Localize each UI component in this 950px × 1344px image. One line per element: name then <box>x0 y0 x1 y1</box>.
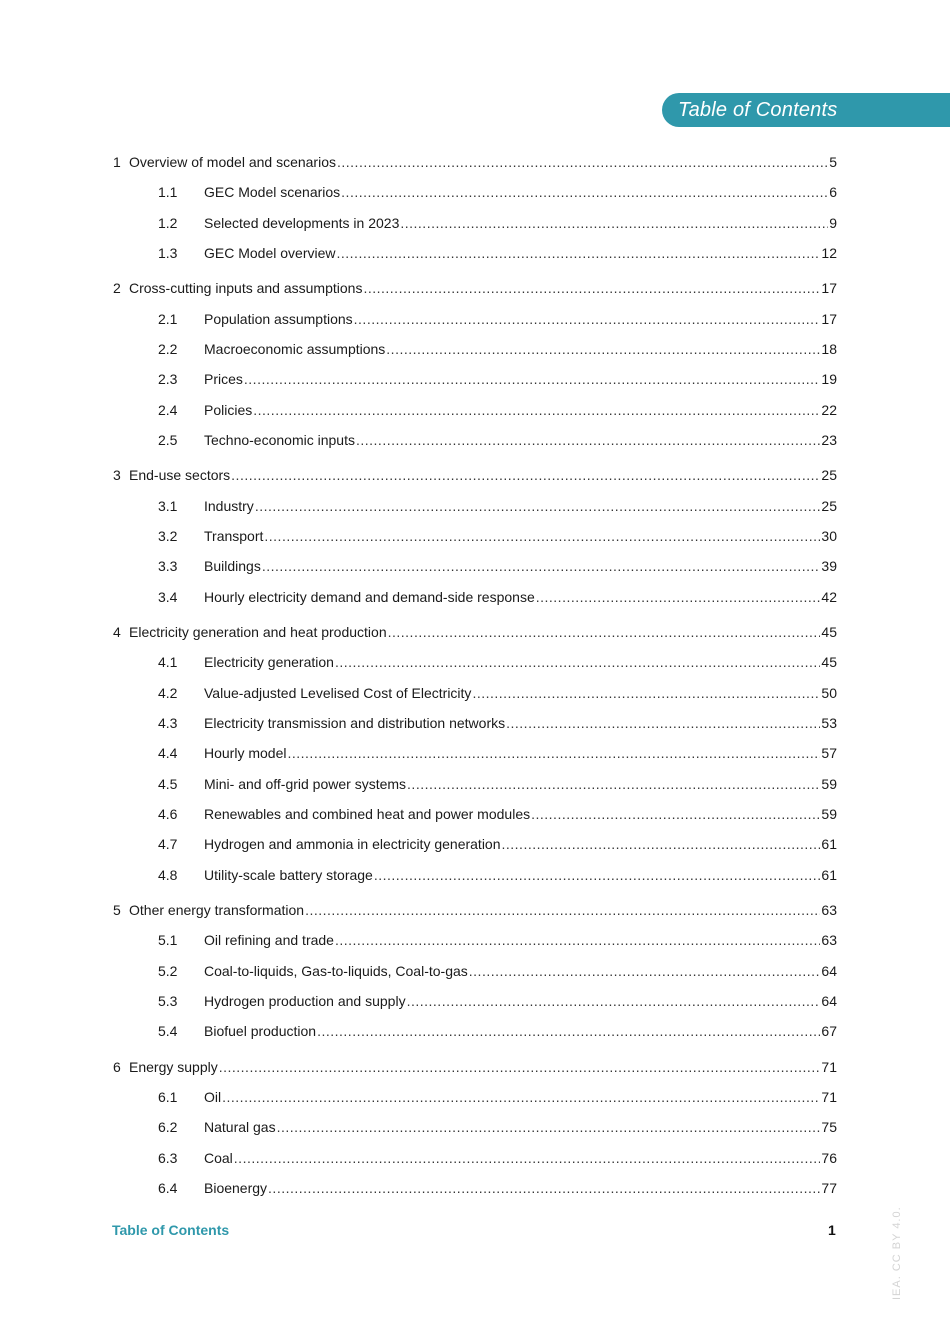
toc-section-entry[interactable] <box>0 430 950 450</box>
toc-entry-page: 61 <box>821 867 837 883</box>
toc-entry-row <box>204 496 837 516</box>
toc-dot-leader <box>234 1148 821 1168</box>
toc-entry-title: Hydrogen production and supply <box>204 993 406 1009</box>
toc-entry-page: 59 <box>821 776 837 792</box>
toc-entry-number: 4.5 <box>158 776 178 792</box>
toc-entry-number: 4.4 <box>158 745 178 761</box>
toc-entry-page: 64 <box>821 963 837 979</box>
toc-entry-page: 64 <box>821 993 837 1009</box>
toc-entry-row <box>129 900 837 920</box>
toc-chapter-entry[interactable] <box>0 1057 950 1077</box>
toc-entry-title: Buildings <box>204 558 261 574</box>
toc-entry-row <box>204 587 837 607</box>
toc-entry-title: Value-adjusted Levelised Cost of Electricity <box>204 685 472 701</box>
toc-entry-page: 57 <box>821 745 837 761</box>
toc-dot-leader <box>231 465 820 485</box>
toc-entry-title: Macroeconomic assumptions <box>204 341 386 357</box>
toc-chapter-entry[interactable] <box>0 900 950 920</box>
toc-entry-title: End-use sectors <box>129 467 231 483</box>
toc-entry-row <box>204 961 837 981</box>
toc-section-entry[interactable] <box>0 713 950 733</box>
toc-section-entry[interactable] <box>0 1148 950 1168</box>
toc-entry-number: 4 <box>113 624 121 640</box>
toc-section-entry[interactable] <box>0 834 950 854</box>
toc-entry-page: 5 <box>829 154 837 170</box>
toc-entry-page: 45 <box>821 624 837 640</box>
toc-section-entry[interactable] <box>0 683 950 703</box>
toc-entry-row <box>204 556 837 576</box>
toc-entry-page: 75 <box>821 1119 837 1135</box>
toc-entry-title: Coal-to-liquids, Gas-to-liquids, Coal-to-gas <box>204 963 468 979</box>
toc-entry-number: 1 <box>113 154 121 170</box>
toc-entry-title: Oil refining and trade <box>204 932 334 948</box>
toc-chapter-entry[interactable] <box>0 278 950 298</box>
toc-entry-number: 3.4 <box>158 589 178 605</box>
toc-entry-row <box>204 526 837 546</box>
toc-section-entry[interactable] <box>0 1087 950 1107</box>
toc-dot-leader <box>407 774 820 794</box>
toc-entry-number: 2.3 <box>158 371 178 387</box>
toc-entry-row <box>204 339 837 359</box>
toc-entry-number: 5.1 <box>158 932 178 948</box>
toc-entry-row <box>204 213 837 233</box>
toc-entry-title: Energy supply <box>129 1059 218 1075</box>
toc-entry-row <box>129 622 837 642</box>
toc-section-entry[interactable] <box>0 865 950 885</box>
toc-dot-leader <box>264 526 820 546</box>
toc-dot-leader <box>374 865 821 885</box>
toc-section-entry[interactable] <box>0 1178 950 1198</box>
toc-entry-number: 1.1 <box>158 184 178 200</box>
license-credit: IEA. CC BY 4.0. <box>891 1206 903 1300</box>
toc-dot-leader <box>356 430 820 450</box>
toc-entry-page: 12 <box>821 245 837 261</box>
toc-entry-page: 63 <box>821 902 837 918</box>
toc-entry-title: Other energy transformation <box>129 902 305 918</box>
toc-entry-number: 4.8 <box>158 867 178 883</box>
toc-dot-leader <box>531 804 820 824</box>
toc-section-entry[interactable] <box>0 930 950 950</box>
toc-header-banner <box>662 93 950 127</box>
toc-entry-row <box>129 278 837 298</box>
toc-entry-number: 1.3 <box>158 245 178 261</box>
toc-entry-page: 17 <box>821 280 837 296</box>
toc-entry-title: Hourly electricity demand and demand-side response <box>204 589 535 605</box>
toc-entry-row <box>204 430 837 450</box>
toc-entry-row <box>204 1087 837 1107</box>
toc-dot-leader <box>469 961 821 981</box>
toc-entry-page: 63 <box>821 932 837 948</box>
toc-section-entry[interactable] <box>0 587 950 607</box>
toc-entry-number: 2.4 <box>158 402 178 418</box>
toc-entry-title: Biofuel production <box>204 1023 317 1039</box>
toc-entry-row <box>204 1117 837 1137</box>
toc-entry-title: Industry <box>204 498 254 514</box>
toc-entry-page: 19 <box>821 371 837 387</box>
toc-entry-row <box>204 804 837 824</box>
toc-dot-leader <box>287 743 820 763</box>
toc-dot-leader <box>363 278 820 298</box>
toc-entry-number: 6 <box>113 1059 121 1075</box>
toc-entry-number: 6.4 <box>158 1180 178 1196</box>
toc-entry-number: 4.1 <box>158 654 178 670</box>
footer-page-number: 1 <box>828 1222 836 1238</box>
toc-dot-leader <box>472 683 820 703</box>
toc-entry-row <box>204 1178 837 1198</box>
toc-section-entry[interactable] <box>0 243 950 263</box>
toc-entry-row <box>204 369 837 389</box>
toc-section-entry[interactable] <box>0 496 950 516</box>
toc-entry-page: 76 <box>821 1150 837 1166</box>
toc-section-entry[interactable] <box>0 526 950 546</box>
toc-dot-leader <box>354 309 821 329</box>
toc-entry-number: 3.3 <box>158 558 178 574</box>
toc-entry-title: Utility-scale battery storage <box>204 867 373 883</box>
toc-entry-row <box>129 1057 837 1077</box>
toc-dot-leader <box>506 713 820 733</box>
toc-section-entry[interactable] <box>0 743 950 763</box>
toc-entry-row <box>204 991 837 1011</box>
toc-entry-page: 71 <box>821 1089 837 1105</box>
toc-entry-page: 59 <box>821 806 837 822</box>
toc-section-entry[interactable] <box>0 652 950 672</box>
toc-entry-page: 9 <box>829 215 837 231</box>
toc-entry-number: 6.3 <box>158 1150 178 1166</box>
toc-section-entry[interactable] <box>0 369 950 389</box>
toc-entry-title: Electricity transmission and distribution networks <box>204 715 506 731</box>
toc-dot-leader <box>277 1117 821 1137</box>
toc-section-entry[interactable] <box>0 400 950 420</box>
toc-chapter-entry[interactable] <box>0 622 950 642</box>
toc-dot-leader <box>388 622 821 642</box>
toc-entry-page: 61 <box>821 836 837 852</box>
toc-entry-title: Bioenergy <box>204 1180 268 1196</box>
toc-entry-row <box>204 713 837 733</box>
toc-entry-row <box>204 182 837 202</box>
toc-dot-leader <box>502 834 821 854</box>
toc-entry-title: Hydrogen and ammonia in electricity generation <box>204 836 501 852</box>
toc-dot-leader <box>268 1178 820 1198</box>
toc-entry-page: 6 <box>829 184 837 200</box>
toc-entry-number: 5.4 <box>158 1023 178 1039</box>
toc-entry-number: 4.6 <box>158 806 178 822</box>
toc-entry-number: 4.7 <box>158 836 178 852</box>
toc-section-entry[interactable] <box>0 556 950 576</box>
toc-entry-row <box>204 652 837 672</box>
toc-entry-row <box>204 400 837 420</box>
toc-entry-number: 5.2 <box>158 963 178 979</box>
toc-entry-title: Hourly model <box>204 745 287 761</box>
toc-section-entry[interactable] <box>0 339 950 359</box>
toc-entry-title: Coal <box>204 1150 233 1166</box>
toc-entry-row <box>204 243 837 263</box>
toc-entry-number: 5 <box>113 902 121 918</box>
footer-label: Table of Contents <box>112 1222 230 1238</box>
toc-dot-leader <box>255 496 821 516</box>
toc-section-entry[interactable] <box>0 804 950 824</box>
toc-entry-title: Policies <box>204 402 253 418</box>
toc-dot-leader <box>253 400 820 420</box>
toc-entry-number: 4.2 <box>158 685 178 701</box>
toc-entry-page: 18 <box>821 341 837 357</box>
toc-entry-page: 45 <box>821 654 837 670</box>
toc-entry-row <box>204 1148 837 1168</box>
toc-entry-number: 1.2 <box>158 215 178 231</box>
toc-dot-leader <box>386 339 820 359</box>
toc-entry-title: Overview of model and scenarios <box>129 154 336 170</box>
toc-entry-title: Selected developments in 2023 <box>204 215 400 231</box>
toc-entry-page: 25 <box>821 467 837 483</box>
toc-dot-leader <box>337 243 821 263</box>
toc-entry-number: 6.1 <box>158 1089 178 1105</box>
toc-entry-title: Oil <box>204 1089 222 1105</box>
toc-entry-title: GEC Model overview <box>204 245 336 261</box>
toc-entry-row <box>204 834 837 854</box>
toc-dot-leader <box>219 1057 821 1077</box>
toc-entry-number: 2.2 <box>158 341 178 357</box>
toc-dot-leader <box>262 556 821 576</box>
toc-section-entry[interactable] <box>0 182 950 202</box>
toc-entry-row <box>204 1021 837 1041</box>
toc-entry-page: 53 <box>821 715 837 731</box>
toc-entry-title: Prices <box>204 371 243 387</box>
toc-entry-title: Electricity generation <box>204 654 334 670</box>
toc-dot-leader <box>222 1087 820 1107</box>
toc-chapter-entry[interactable] <box>0 465 950 485</box>
toc-entry-number: 2.5 <box>158 432 178 448</box>
toc-entry-number: 2 <box>113 280 121 296</box>
toc-section-entry[interactable] <box>0 213 950 233</box>
toc-entry-title: Transport <box>204 528 264 544</box>
toc-entry-page: 42 <box>821 589 837 605</box>
toc-entry-page: 71 <box>821 1059 837 1075</box>
toc-entry-number: 3.2 <box>158 528 178 544</box>
toc-dot-leader <box>335 652 820 672</box>
toc-dot-leader <box>341 182 828 202</box>
toc-entry-row <box>204 743 837 763</box>
toc-dot-leader <box>536 587 821 607</box>
toc-entry-page: 17 <box>821 311 837 327</box>
toc-entry-page: 22 <box>821 402 837 418</box>
toc-entry-row <box>204 309 837 329</box>
toc-section-entry[interactable] <box>0 774 950 794</box>
toc-dot-leader <box>317 1021 820 1041</box>
toc-dot-leader <box>244 369 821 389</box>
toc-entry-number: 5.3 <box>158 993 178 1009</box>
toc-entry-page: 67 <box>821 1023 837 1039</box>
toc-dot-leader <box>335 930 820 950</box>
toc-entry-page: 77 <box>821 1180 837 1196</box>
toc-entry-number: 3.1 <box>158 498 178 514</box>
toc-section-entry[interactable] <box>0 309 950 329</box>
toc-entry-page: 39 <box>821 558 837 574</box>
toc-entry-title: Cross-cutting inputs and assumptions <box>129 280 363 296</box>
toc-section-entry[interactable] <box>0 1117 950 1137</box>
toc-entry-row <box>204 774 837 794</box>
toc-entry-title: Population assumptions <box>204 311 353 327</box>
toc-entry-page: 23 <box>821 432 837 448</box>
toc-section-entry[interactable] <box>0 1021 950 1041</box>
toc-header-title: Table of Contents <box>678 98 838 121</box>
toc-dot-leader <box>337 152 828 172</box>
toc-entry-page: 50 <box>821 685 837 701</box>
toc-entry-title: Techno-economic inputs <box>204 432 355 448</box>
toc-dot-leader <box>407 991 821 1011</box>
toc-entry-row <box>129 465 837 485</box>
toc-entry-number: 3 <box>113 467 121 483</box>
toc-entry-row <box>204 865 837 885</box>
toc-entry-page: 30 <box>821 528 837 544</box>
toc-entry-title: GEC Model scenarios <box>204 184 341 200</box>
toc-entry-number: 4.3 <box>158 715 178 731</box>
toc-section-entry[interactable] <box>0 991 950 1011</box>
toc-entry-title: Electricity generation and heat production <box>129 624 387 640</box>
toc-entry-page: 25 <box>821 498 837 514</box>
toc-entry-row <box>204 683 837 703</box>
toc-dot-leader <box>305 900 820 920</box>
toc-entry-number: 2.1 <box>158 311 178 327</box>
toc-chapter-entry[interactable] <box>0 152 950 172</box>
toc-entry-row <box>129 152 837 172</box>
toc-entry-title: Natural gas <box>204 1119 276 1135</box>
toc-section-entry[interactable] <box>0 961 950 981</box>
toc-entry-row <box>204 930 837 950</box>
toc-entry-title: Renewables and combined heat and power modules <box>204 806 531 822</box>
toc-dot-leader <box>400 213 828 233</box>
toc-entry-number: 6.2 <box>158 1119 178 1135</box>
toc-entry-title: Mini- and off-grid power systems <box>204 776 407 792</box>
